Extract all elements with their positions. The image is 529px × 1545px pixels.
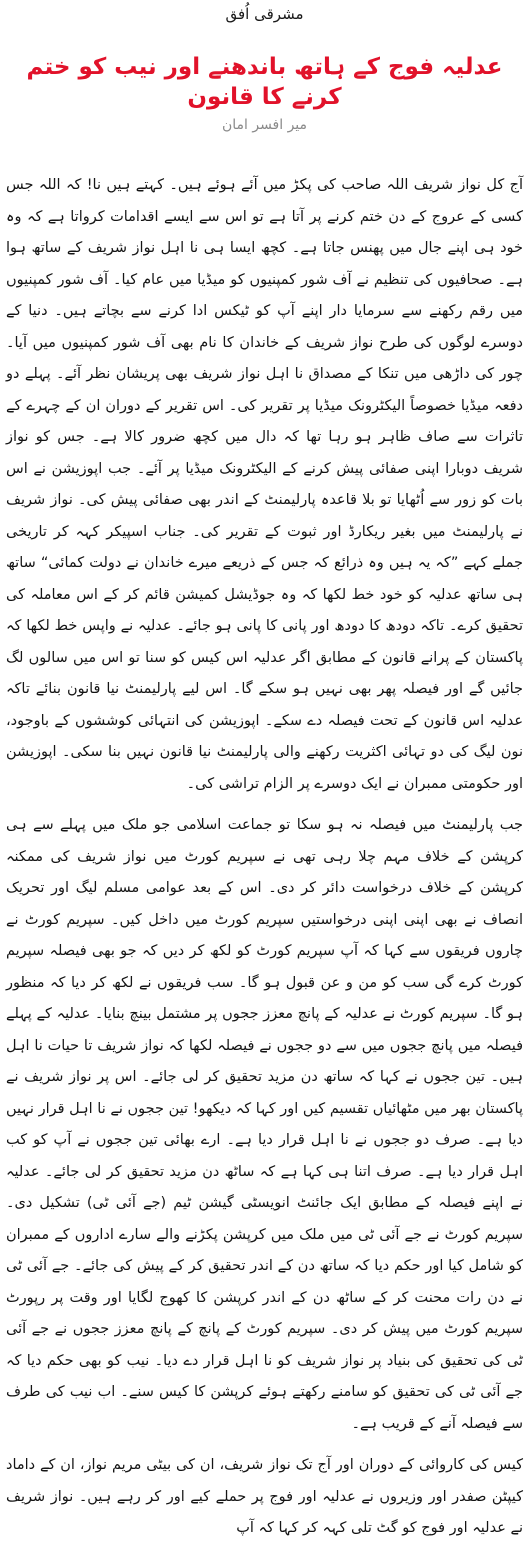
paragraph: جب پارلیمنٹ میں فیصلہ نہ ہو سکا تو جماعت اسلامی جو ملک میں پہلے سے ہی کرپشن کے خلاف مہم چلا رہی تھی نے سپریم کورٹ میں نواز شریف کی ممکنہ کرپشن کے خلاف درخواست دائر کر دی۔ اس کے بعد عوامی مسلم لیگ اور تحریک انصاف نے بھی اپنی اپنی درخواستیں سپریم کورٹ میں داخل کیں۔ سپریم کورٹ نے چاروں فریقوں سے کہا کہ آپ سپریم کورٹ کو لکھ کر دیں کہ جو بھی فیصلہ سپریم کورٹ کرے گی سب کو من و عن قبول ہو گا۔ سب فریقوں نے لکھ کر دیا کہ منظور ہو گا۔ سپریم کورٹ نے عدلیہ کے پانچ معزز ججوں پر مشتمل بینچ بنایا۔ عدلیہ کے پہلے فیصلہ میں پانچ ججوں میں سے دو ججوں نے فیصلہ لکھا کہ نواز شریف تا حیات نا اہل ہیں۔ تین ججوں نے کہا کہ ساتھ دن مزید تحقیق کر لی جائے۔ اس پر نواز شریف نے پاکستان بھر میں مٹھائیاں تقسیم کیں اور کہا کہ دیکھو! تین ججوں نے نا اہل قرار نہیں دیا ہے۔ صرف دو ججوں نے نا اہل قرار دیا ہے۔ ارے بھائی تین ججوں نے آپ کو کب اہل قرار دیا ہے۔ صرف اتنا ہی کہا ہے کہ ساٹھ دن مزید تحقیق کر لی جائے۔ عدلیہ نے اپنے فیصلہ کے مطابق ایک جائنٹ انویسٹی گیشن ٹیم (جے آئی ٹی) تشکیل دی۔ سپریم کورٹ نے جے آئی ٹی میں ملک میں کرپشن پکڑنے والے سارے اداروں کے ممبران کو شامل کیا اور حکم دیا کہ ساتھ دن کے اندر تحقیق کر کے پیش کی جائے۔ جے آئی ٹی نے دن رات محنت کر کے ساٹھ دن کے اندر کرپشن کا کھوج لگایا اور وقت پر رپورٹ سپریم کورٹ میں پیش کر دی۔ سپریم کورٹ کے پانچ کے پانچ معزز ججوں نے جے آئی ٹی کی تحقیق کی بنیاد پر نواز شریف کو نا اہل قرار دے دیا۔ نیب کو بھی حکم دیا کہ جے آئی ٹی کی تحقیق کو سامنے رکھتے ہوئے کرپشن کا کیس سنے۔ اب نیب کی طرف سے فیصلہ آنے کے قریب ہے۔ bbox=[6, 817, 523, 1432]
paragraph: آج کل نواز شریف اللہ صاحب کی پکڑ میں آئے ہوئے ہیں۔ کہتے ہیں نا! کہ اللہ جس کسی کے عروج کے دن ختم کرنے پر آتا ہے تو اس سے ایسے اقدامات کرواتا ہے کہ وہ خود ہی اپنے جال میں پھنس جاتا ہے۔ کچھ ایسا ہی نا اہل نواز شریف کے ساتھ ہوا ہے۔ صحافیوں کی تنظیم نے آف شور کمپنیوں کو میڈیا میں عام کیا۔ آف شور کمپنیوں میں رقم رکھنے سے سرمایا دار اپنے آپ کو ٹیکس ادا کرنے سے بچاتے ہیں۔ دنیا کے دوسرے لوگوں کی طرح نواز شریف کے خاندان کا نام بھی آف شور کمپنیوں میں آیا۔ چور کی داڑھی میں تنکا کے مصداق نا اہل نواز شریف بھی پریشان نظر آئے۔ پہلے دو دفعہ میڈیا خصوصاً الیکٹرونک میڈیا پر تقریر کی۔ اس تقریر کے دوران ان کے چہرے کے تاثرات سے صاف ظاہر ہو رہا تھا کہ دال میں کچھ ضرور کالا ہے۔ جس کو نواز شریف دوبارا اپنی صفائی پیش کرنے کے الیکٹرونک میڈیا پر آئے۔ جب اپوزیشن نے اس بات کو زور سے اُٹھایا تو بلا قاعدہ پارلیمنٹ کے اندر بھی صفائی پیش کی۔ نواز شریف نے پارلیمنٹ میں بغیر ریکارڈ اور ثبوت کے تقریر کی۔ جناب اسپیکر کہہ کر تاریخی جملے کہے ”کہ یہ ہیں وہ ذرائع کہ جس کے ذریعے میرے خاندان نے دولت کمائی“ ساتھ ہی ساتھ عدلیہ کو خود خط لکھا کہ وہ جوڈیشل کمیشن قائم کر کے اس معاملہ کی تحقیق کرے۔ تاکہ دودھ کا دودھ اور پانی کا پانی ہو جائے۔ عدلیہ نے واپس خط لکھا کہ پاکستان کے پرانے قانون کے مطابق اگر عدلیہ اس کیس کو سنا تو اس میں سالوں لگ جائیں گے اور فیصلہ پھر بھی نہیں ہو سکے گا۔ اس لیے پارلیمنٹ نیا قانون بنائے تاکہ عدلیہ اس قانون کے تحت فیصلہ دے سکے۔ اپوزیشن کی انتہائی کوششوں کے باوجود، نون لیگ کی دو تہائی اکثریت رکھنے والی پارلیمنٹ نیا قانون نہیں بنا سکی۔ اپوزیشن اور حکومتی ممبران نے ایک دوسرے پر الزام تراشی کی۔ bbox=[6, 177, 523, 792]
author-byline: میر افسر امان bbox=[221, 117, 308, 133]
headline: عدلیہ فوج کے ہاتھ باندھنے اور نیب کو ختم کرنے کا قانون bbox=[26, 54, 503, 110]
article-body bbox=[6, 170, 523, 1545]
paragraph: کیس کی کاروائی کے دوران اور آج تک نواز شریف، ان کی بیٹی مریم نواز، ان کے داماد کیپٹن صفدر اور وزیروں نے عدلیہ اور فوج پر حملے کیے اور کر رہے ہیں۔ نواز شریف نے عدلیہ اور فوج کو گٹ تلی کہہ کر کہا کہ آپ bbox=[6, 1457, 523, 1536]
column-name: مشرقی اُفق bbox=[225, 5, 304, 23]
